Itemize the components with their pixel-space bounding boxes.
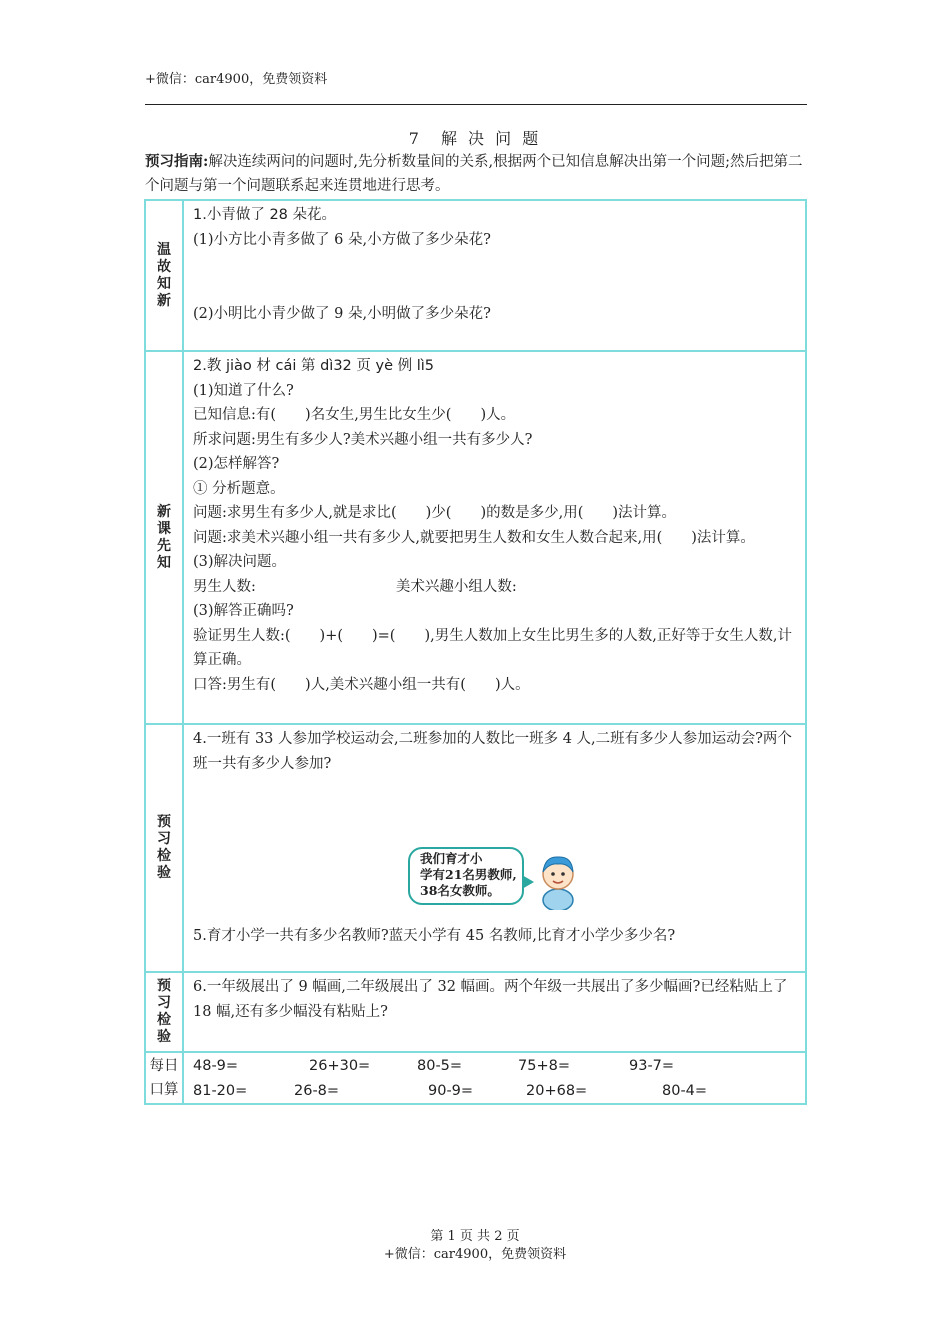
- math-item: 80-5=: [417, 1058, 463, 1074]
- guide-text: 解决连续两问的问题时,先分析数量间的关系,根据两个已知信息解决出第一个问题;然后把第二个问题与第一个问题联系起来连贯地进行思考。: [145, 154, 803, 194]
- speech-bubble: 我们育才小 学有21名男教师, 38名女教师。: [408, 847, 524, 905]
- section-label: 每日 口算: [145, 1052, 183, 1104]
- section-label: 预 习 检 验: [145, 972, 183, 1052]
- mental-math-grid: [184, 1053, 805, 1103]
- page-title: 7 解 决 问 题: [408, 129, 542, 148]
- text-line: ① 分析题意。: [193, 480, 285, 497]
- question-2: 2.教 jiào 材 cái 第 dì32 页 yè 例 lì5: [193, 358, 434, 374]
- bubble-tail: [522, 875, 534, 889]
- header-rule: [145, 104, 807, 105]
- header-watermark: +微信：car4900，免费领资料: [145, 72, 328, 87]
- math-item: 75+8=: [518, 1058, 570, 1074]
- section-label: 新 课 先 知: [145, 351, 183, 724]
- section-content: [183, 972, 806, 1052]
- section-label: 温 故 知 新: [145, 200, 183, 351]
- section-newlesson: [145, 351, 806, 724]
- text-line: (3)解决问题。: [193, 554, 287, 570]
- answer-row: [193, 575, 797, 600]
- question-5: 5.育才小学一共有多少名教师?蓝天小学有 45 名教师,比育才小学少多少名?: [193, 928, 676, 944]
- section-check2: [145, 972, 806, 1052]
- preview-guide: [145, 150, 807, 198]
- math-item: 93-7=: [629, 1058, 675, 1074]
- worksheet-table: [144, 199, 807, 1105]
- math-item: 48-9=: [193, 1058, 239, 1074]
- boys-count-label: 男生人数:: [193, 578, 256, 595]
- text-line: (3)解答正确吗?: [193, 603, 294, 619]
- text-line: 已知信息:有( )名女生,男生比女生少( )人。: [193, 407, 516, 423]
- question-1-part2: (2)小明比小青少做了 9 朵,小明做了多少朵花?: [193, 306, 491, 322]
- group-count-label: 美术兴趣小组人数:: [395, 578, 517, 595]
- text-line: 问题:求美术兴趣小组一共有多少人,就要把男生人数和女生人数合起来,用( )法计算。: [193, 529, 755, 546]
- text-line: (1)知道了什么?: [193, 382, 294, 399]
- question-6: 6.一年级展出了 9 幅画,二年级展出了 32 幅画。两个年级一共展出了多少幅画?已经粘贴上了 18 幅,还有多少幅没有粘贴上?: [193, 979, 788, 1020]
- footer: [0, 1228, 950, 1264]
- page-number: 第 1 页 共 2 页: [430, 1229, 520, 1244]
- math-item: 80-4=: [662, 1083, 708, 1099]
- section-label: 预 习 检 验: [145, 724, 183, 972]
- question-1-part1: (1)小方比小青多做了 6 朵,小方做了多少朵花?: [193, 231, 491, 248]
- math-item: 20+68=: [526, 1083, 588, 1099]
- boy-illustration-icon: [535, 852, 581, 910]
- guide-label: 预习指南:: [145, 153, 209, 170]
- section-content: [183, 1052, 806, 1104]
- section-review: [145, 200, 806, 351]
- text-line: 口答:男生有( )人,美术兴趣小组一共有( )人。: [193, 676, 530, 693]
- section-content: [183, 200, 806, 351]
- math-item: 26+30=: [309, 1058, 371, 1074]
- section-daily: [145, 1052, 806, 1104]
- question-4: 4.一班有 33 人参加学校运动会,二班参加的人数比一班多 4 人,二班有多少人参加运动会?两个班一共有多少人参加?: [193, 731, 792, 772]
- math-item: 90-9=: [428, 1083, 474, 1099]
- section-content: [183, 351, 806, 724]
- footer-watermark: +微信：car4900，免费领资料: [383, 1247, 567, 1262]
- text-line: 验证男生人数:( )+( )=( ),男生人数加上女生比男生多的人数,正好等于女生人数,计算正确。: [193, 627, 792, 668]
- text-line: 所求问题:男生有多少人?美术兴趣小组一共有多少人?: [193, 431, 533, 448]
- math-item: 81-20=: [193, 1083, 248, 1099]
- math-item: 26-8=: [294, 1083, 340, 1099]
- text-line: (2)怎样解答?: [193, 456, 280, 472]
- question-1: 1.小青做了 28 朵花。: [193, 207, 337, 223]
- text-line: 问题:求男生有多少人,就是求比( )少( )的数是多少,用( )法计算。: [193, 505, 677, 521]
